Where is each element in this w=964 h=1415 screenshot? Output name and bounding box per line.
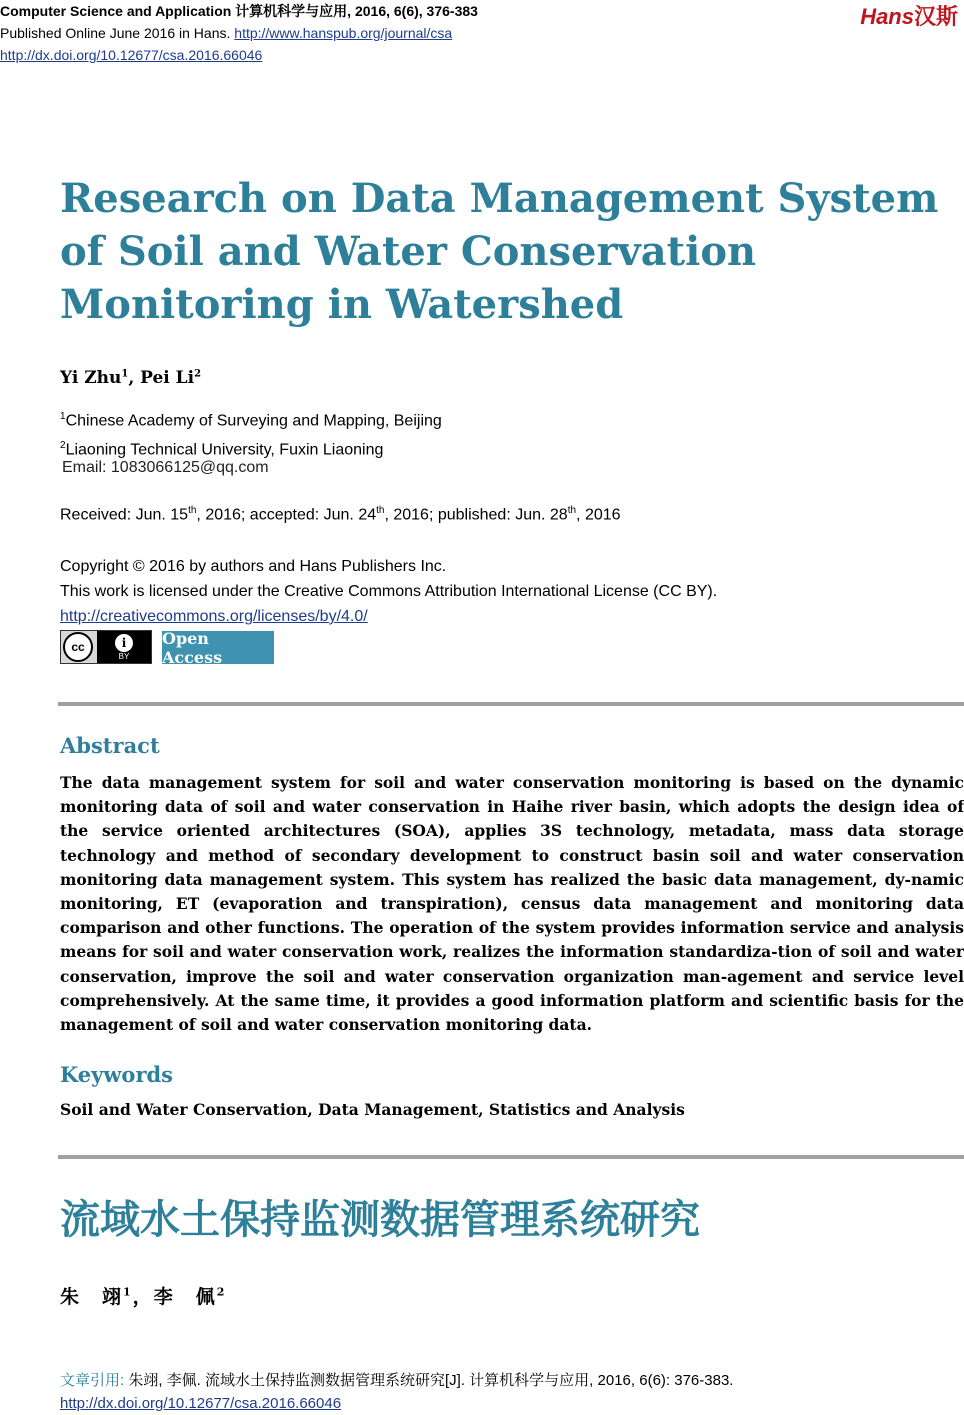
section-divider (58, 702, 964, 706)
author-sup: 2 (194, 368, 202, 380)
dates-line (60, 505, 621, 524)
citation-doi-link[interactable]: http://dx.doi.org/10.12677/csa.2016.66046 (60, 1395, 342, 1412)
affiliation-sup: 1 (60, 411, 66, 422)
copyright-block (60, 554, 717, 629)
affiliation-text: Liaoning Technical University, Fuxin Liaoning (65, 441, 384, 459)
paper-title: Research on Data Management System of Soil and Water Conservation Monitoring in Watershed (60, 175, 939, 328)
cc-by-badge[interactable] (60, 630, 152, 664)
chinese-author-sup: 2 (216, 1285, 227, 1299)
chinese-authors (60, 1282, 226, 1309)
abstract-heading: Abstract (60, 733, 160, 758)
affiliation-item (60, 404, 442, 433)
chinese-author-separator: ， (132, 1286, 154, 1308)
accepted-text: , 2016; accepted: Jun. 24 (196, 506, 377, 524)
journal-header (0, 0, 478, 66)
logo-brand: Hans (860, 4, 914, 29)
copyright-line: Copyright © 2016 by authors and Hans Publishers Inc. (60, 558, 447, 575)
date-sup: th (376, 505, 385, 516)
date-sup: th (188, 505, 197, 516)
chinese-title: 流域水土保持监测数据管理系统研究 (60, 1197, 700, 1243)
chinese-author-name: 李 佩 (153, 1286, 217, 1308)
keywords-heading: Keywords (60, 1062, 174, 1087)
cc-by-label: BY (118, 651, 130, 661)
hans-logo (860, 0, 958, 31)
year-end-text: , 2016 (576, 506, 621, 524)
attribution-icon: i (115, 634, 133, 652)
author-list: Yi Zhu$^1$, Pei Li$^2$ (60, 368, 202, 388)
affiliation-text: Chinese Academy of Surveying and Mapping, Beijing (65, 412, 442, 430)
citation-text: 朱翊, 李佩. 流域水土保持监测数据管理系统研究[J]. 计算机科学与应用, 2016, 6(6): 376-383. (128, 1372, 734, 1389)
license-line: This work is licensed under the Creative Commons Attribution International License (CC BY). (60, 583, 718, 600)
journal-line: Computer Science and Application 计算机科学与应用, 2016, 6(6), 376-383 (0, 3, 478, 19)
section-divider (58, 1155, 964, 1159)
received-text: Received: Jun. 15 (60, 506, 189, 524)
open-access-badge[interactable]: Open Access (162, 631, 274, 664)
logo-chinese: 汉斯 (913, 4, 958, 29)
citation-block (60, 1369, 733, 1415)
keywords-text: Soil and Water Conservation, Data Management, Statistics and Analysis (60, 1100, 685, 1119)
abstract-text: The data management system for soil and water conservation monitoring is based on the dynamic monitoring data of soil and water conservation in Haihe river basin, which adopts the design idea of the service oriented architectures (SOA), applies 3S technology, metadata, mass data storage technology and method of secondary development to construct basin soil and water conservation monitoring data management system. This system has realized the basic data management, dy-namic monitoring, ET (evaporation and transpiration), census data management and monitoring data comparison and other functions. The operation of the system provides information service and analysis means for soil and water conservation work, realizes the information standardiza-tion of soil and water conservation, improve the soil and water conservation organization man-agement and service level comprehensively. At the same time, it provides a good information platform and scientific basis for the management of soil and water conservation monitoring data. (60, 773, 964, 1035)
journal-link[interactable]: http://www.hanspub.org/journal/csa (234, 25, 453, 41)
author-sup: 1 (121, 368, 129, 380)
email-line: Email: 1083066125@qq.com (62, 459, 269, 476)
doi-link[interactable]: http://dx.doi.org/10.12677/csa.2016.66046 (0, 47, 263, 63)
affiliations (60, 404, 442, 463)
published-line (0, 22, 478, 44)
date-sup: th (567, 505, 577, 516)
cc-icon: cc (63, 632, 93, 662)
chinese-author-name: 朱 翊 (60, 1286, 124, 1308)
published-date-text: , 2016; published: Jun. 28 (384, 506, 568, 524)
affiliation-sup: 2 (60, 440, 66, 452)
author-name: Pei Li (140, 368, 195, 388)
author-name: Yi Zhu (60, 368, 122, 388)
license-link[interactable]: http://creativecommons.org/licenses/by/4.0/ (60, 608, 368, 625)
chinese-author-sup: 1 (123, 1285, 133, 1299)
published-text: Published Online June 2016 in Hans. (0, 25, 235, 41)
cc-by-section (97, 631, 151, 663)
citation-label: 文章引用: (60, 1372, 129, 1389)
